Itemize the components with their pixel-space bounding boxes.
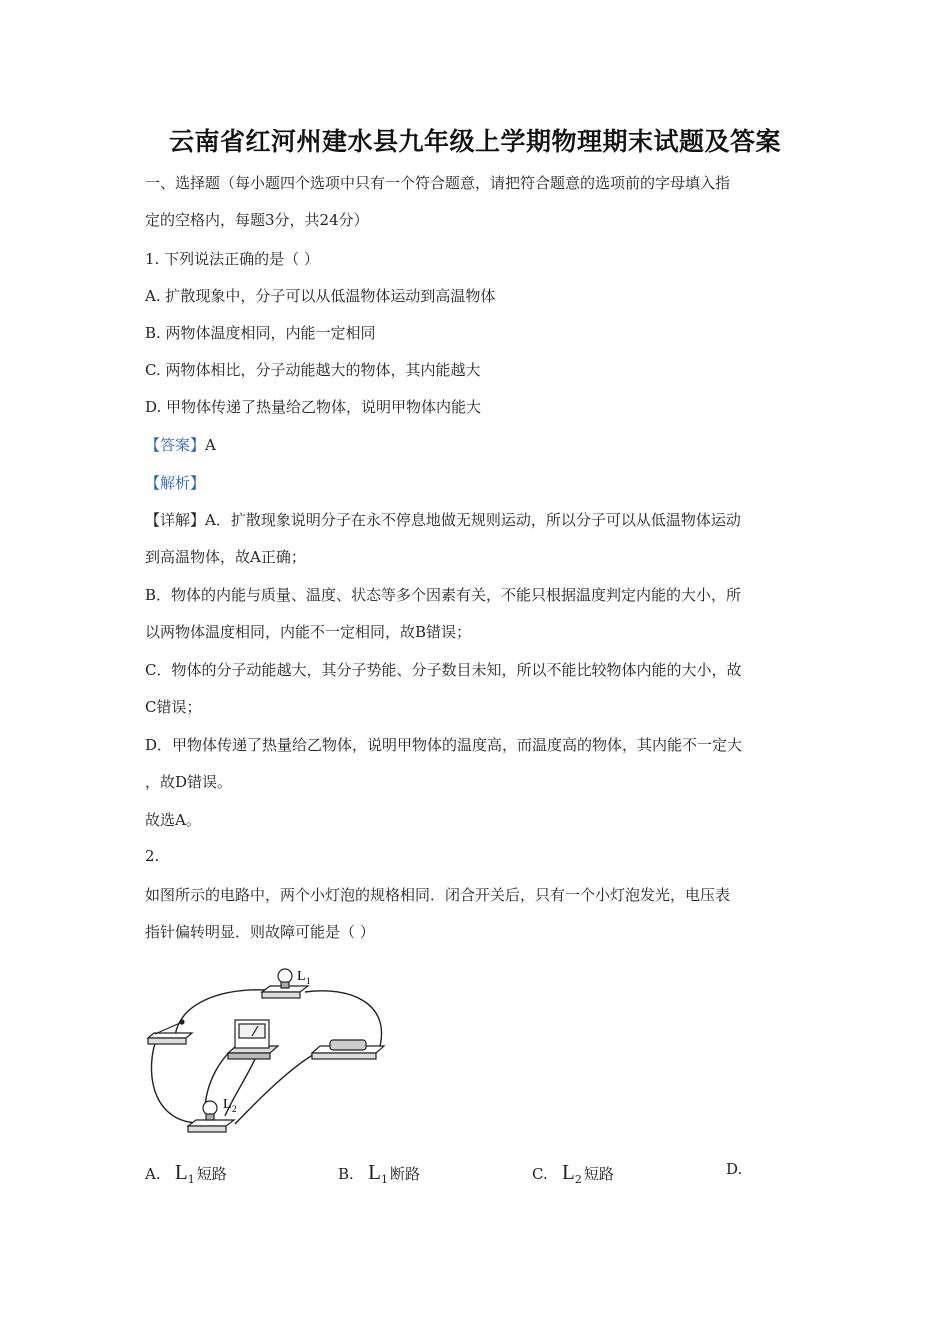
q2-number: 2. bbox=[145, 847, 160, 865]
wire bbox=[235, 1053, 316, 1124]
option-letter: B. bbox=[338, 1165, 354, 1183]
q1-detail-line: ，故D错误。 bbox=[145, 773, 233, 791]
q1-option-b: B. 两物体温度相同，内能一定相同 bbox=[145, 324, 376, 342]
option-subscript: 1 bbox=[187, 1173, 195, 1186]
q1-stem: 1. 下列说法正确的是（ ） bbox=[145, 250, 319, 268]
q1-detail-line: C．物体的分子动能越大，其分子势能、分子数目未知，所以不能比较物体内能的大小，故 bbox=[145, 661, 742, 679]
option-symbol: L bbox=[174, 1160, 188, 1184]
page-title: 云南省红河州建水县九年级上学期物理期末试题及答案 bbox=[168, 127, 781, 156]
q1-detail-line: B．物体的内能与质量、温度、状态等多个因素有关，不能只根据温度判定内能的大小，所 bbox=[145, 586, 742, 604]
option-subscript: 1 bbox=[380, 1173, 388, 1186]
q1-detail-line: 【详解】A．扩散现象说明分子在永不停息地做无规则运动，所以分子可以从低温物体运动 bbox=[145, 511, 741, 529]
answer-value: A bbox=[205, 436, 216, 454]
label-l1 bbox=[297, 969, 311, 986]
option-subscript: 2 bbox=[574, 1173, 582, 1186]
q2-option-d bbox=[726, 1160, 742, 1178]
option-text: 短路 bbox=[196, 1165, 227, 1183]
q1-option-d: D. 甲物体传递了热量给乙物体，说明甲物体内能大 bbox=[145, 398, 482, 416]
q1-option-a: A. 扩散现象中，分子可以从低温物体运动到高温物体 bbox=[145, 287, 496, 305]
section-heading-line2: 定的空格内，每题3分，共24分） bbox=[145, 211, 369, 229]
circuit-diagram bbox=[140, 958, 400, 1143]
q2-option-c bbox=[532, 1160, 614, 1185]
option-text: 断路 bbox=[389, 1165, 420, 1183]
switch bbox=[148, 1020, 192, 1044]
label-l2 bbox=[223, 1097, 237, 1114]
q1-analysis-tag: 【解析】 bbox=[145, 474, 206, 492]
l2-subscript: 2 bbox=[232, 1104, 237, 1114]
q1-detail-line: 到高温物体，故A正确； bbox=[145, 548, 306, 566]
option-symbol: L bbox=[368, 1160, 381, 1184]
option-text: 短路 bbox=[583, 1165, 614, 1183]
l1-letter: L bbox=[297, 969, 306, 984]
wire bbox=[305, 991, 382, 1046]
l1-subscript: 1 bbox=[306, 976, 311, 986]
answer-tag: 【答案】 bbox=[145, 436, 206, 454]
q1-detail-line: C错误； bbox=[145, 698, 202, 716]
option-symbol: L bbox=[562, 1160, 575, 1184]
battery bbox=[312, 1040, 384, 1059]
q1-answer bbox=[145, 434, 216, 455]
q2-option-a bbox=[145, 1160, 227, 1185]
q1-detail-line: D．甲物体传递了热量给乙物体，说明甲物体的温度高，而温度高的物体，其内能不一定大 bbox=[145, 736, 743, 754]
q1-detail-line: 故选A。 bbox=[145, 811, 201, 829]
wire bbox=[151, 1043, 200, 1123]
q1-detail-line: 以两物体温度相同，内能不一定相同，故B错误； bbox=[145, 623, 472, 641]
option-letter: D. bbox=[726, 1160, 743, 1178]
q1-option-c: C. 两物体相比，分子动能越大的物体，其内能越大 bbox=[145, 361, 481, 379]
option-letter: C. bbox=[532, 1165, 548, 1183]
section-heading-line1: 一、选择题（每小题四个选项中只有一个符合题意，请把符合题意的选项前的字母填入指 bbox=[145, 174, 731, 192]
voltmeter bbox=[228, 1020, 278, 1059]
option-letter: A. bbox=[145, 1165, 161, 1183]
l2-letter: L bbox=[223, 1097, 232, 1112]
q2-stem-line1: 如图所示的电路中，两个小灯泡的规格相同．闭合开关后，只有一个小灯泡发光，电压表 bbox=[145, 886, 731, 904]
q2-option-b bbox=[338, 1160, 420, 1185]
q2-stem-line2: 指针偏转明显．则故障可能是（ ） bbox=[145, 923, 375, 941]
